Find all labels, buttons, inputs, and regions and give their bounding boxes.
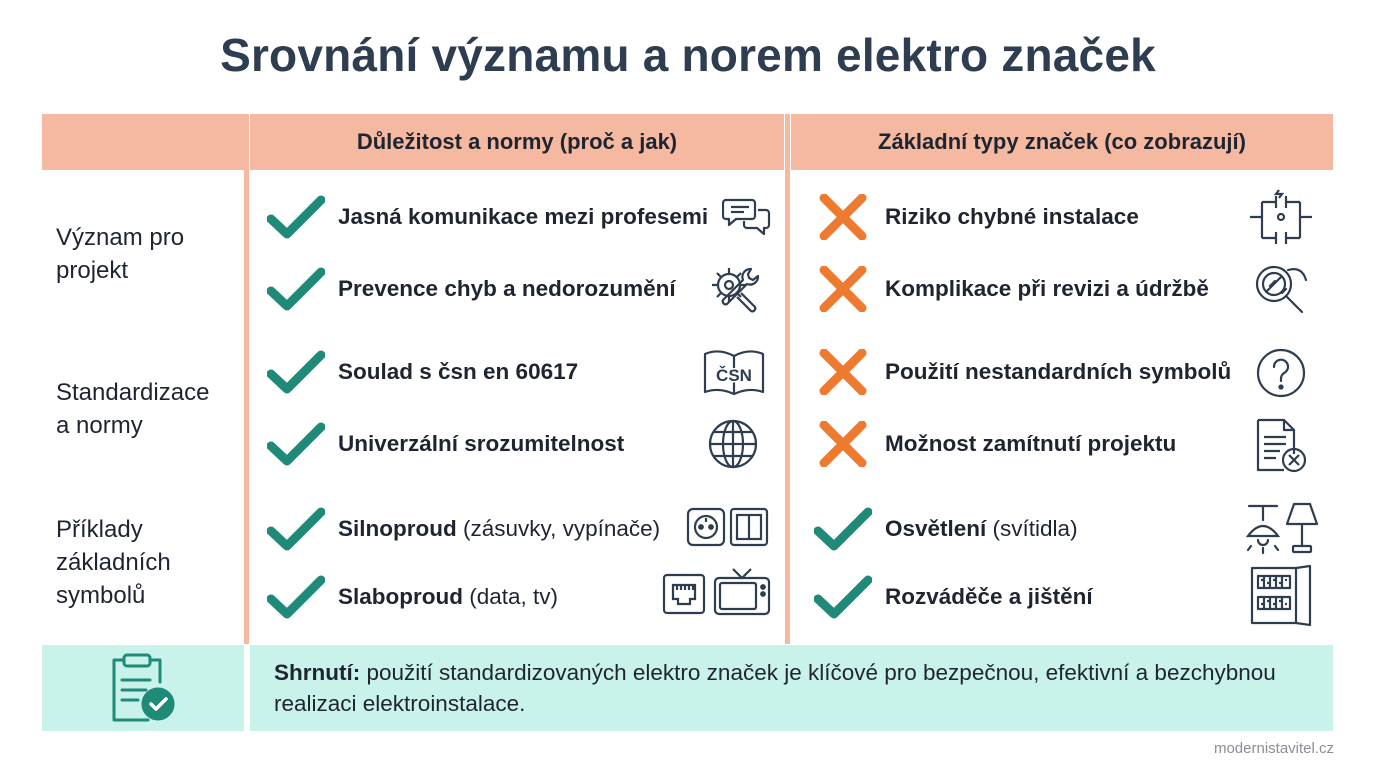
socket-icon — [686, 507, 726, 547]
column-header-importance: Důležitost a normy (proč a jak) — [250, 114, 784, 170]
check-icon — [813, 504, 873, 554]
list-item: Jasná komunikace mezi profesemi — [266, 192, 708, 242]
magnifier-inspection-icon — [1252, 262, 1310, 316]
data-socket-icon — [662, 573, 706, 615]
list-item: Použití nestandardních symbolů — [813, 347, 1231, 397]
list-item: Slaboproud (data, tv) — [266, 572, 558, 622]
list-item: Soulad s čsn en 60617 — [266, 347, 578, 397]
list-item: Komplikace při revizi a údržbě — [813, 264, 1209, 314]
question-circle-icon — [1255, 347, 1307, 399]
rejected-document-icon — [1255, 417, 1309, 473]
list-item: Osvětlení (svítidla) — [813, 504, 1078, 554]
page-title: Srovnání významu a norem elektro značek — [220, 29, 1156, 81]
cross-icon — [813, 264, 873, 314]
switch-icon — [729, 507, 769, 547]
check-icon — [266, 264, 326, 314]
faulty-circuit-icon — [1248, 188, 1314, 244]
list-item: Prevence chyb a nedorozumění — [266, 264, 676, 314]
distribution-board-icon — [1249, 564, 1313, 626]
pendant-lamp-icon — [1243, 504, 1283, 554]
check-icon — [266, 347, 326, 397]
row-label-standardization: Standardizace a normy — [56, 379, 210, 439]
svg-text:ČSN: ČSN — [716, 366, 752, 385]
chat-bubbles-icon — [722, 194, 772, 240]
list-item: Riziko chybné instalace — [813, 192, 1139, 242]
list-item: Rozváděče a jištění — [813, 572, 1093, 622]
table-lamp-icon — [1285, 501, 1319, 555]
column-divider — [785, 114, 790, 644]
tv-icon — [713, 567, 771, 617]
column-divider — [244, 114, 249, 644]
check-icon — [266, 572, 326, 622]
list-item: Univerzální srozumitelnost — [266, 419, 624, 469]
check-icon — [266, 504, 326, 554]
list-item: Možnost zamítnutí projektu — [813, 419, 1176, 469]
cross-icon — [813, 347, 873, 397]
globe-icon — [707, 418, 759, 470]
header-corner-cell — [42, 114, 244, 170]
cross-icon — [813, 192, 873, 242]
check-icon — [813, 572, 873, 622]
gear-wrench-icon — [707, 263, 761, 317]
list-item: Silnoproud (zásuvky, vypínače) — [266, 504, 660, 554]
check-icon — [266, 419, 326, 469]
check-icon — [266, 192, 326, 242]
row-label-significance: Význam pro projekt — [56, 224, 185, 284]
cross-icon — [813, 419, 873, 469]
column-header-symbol-types: Základní typy značek (co zobrazují) — [791, 114, 1333, 170]
footer-source: modernistavitel.cz — [1213, 740, 1334, 757]
clipboard-check-icon — [108, 652, 178, 724]
summary-text: Shrnutí: použití standardizovaných elektro značek je klíčové pro bezpečnou, efektivní a bezchybnou realizaci elektroinstalace. — [274, 660, 1276, 716]
row-label-examples: Příklady základních symbolů — [56, 516, 171, 609]
csn-book-icon — [702, 348, 766, 396]
